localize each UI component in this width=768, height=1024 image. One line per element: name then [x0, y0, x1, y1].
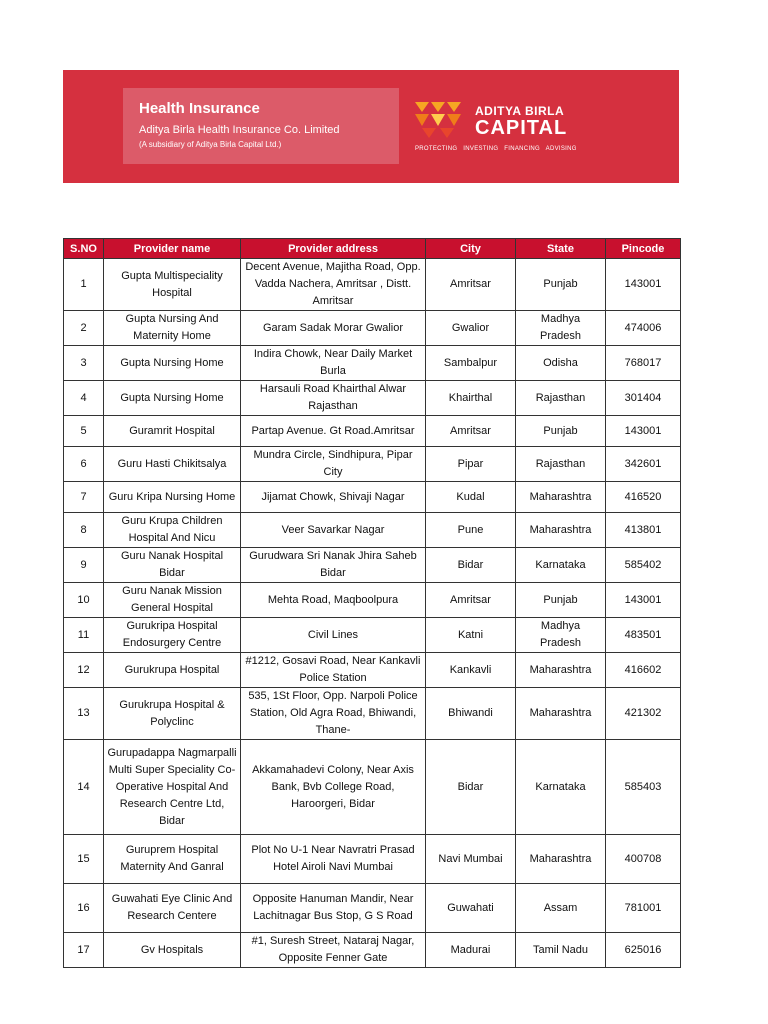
cell-state: Maharashtra — [516, 653, 606, 688]
cell-state: Punjab — [516, 416, 606, 447]
cell-state: Assam — [516, 884, 606, 933]
cell-sno: 17 — [64, 933, 104, 968]
cell-state: Rajasthan — [516, 447, 606, 482]
provider-table — [63, 238, 681, 968]
cell-sno: 14 — [64, 740, 104, 835]
cell-provider-address: Indira Chowk, Near Daily Market Burla — [241, 346, 426, 381]
table-row — [64, 688, 681, 740]
cell-provider-name: Guramrit Hospital — [104, 416, 241, 447]
cell-provider-name: Guru Krupa Children Hospital And Nicu — [104, 513, 241, 548]
subsidiary-note: (A subsidiary of Aditya Birla Capital Ltd.) — [139, 140, 282, 149]
cell-provider-name: Gv Hospitals — [104, 933, 241, 968]
cell-provider-address: Decent Avenue, Majitha Road, Opp. Vadda Nachera, Amritsar , Distt. Amritsar — [241, 259, 426, 311]
header-banner — [63, 70, 679, 183]
cell-pincode: 143001 — [606, 583, 681, 618]
table-row — [64, 653, 681, 688]
cell-pincode: 416520 — [606, 482, 681, 513]
cell-provider-name: Gupta Nursing Home — [104, 381, 241, 416]
cell-provider-address: Partap Avenue. Gt Road.Amritsar — [241, 416, 426, 447]
table-body — [64, 259, 681, 968]
cell-provider-name: Guwahati Eye Clinic And Research Centere — [104, 884, 241, 933]
cell-provider-address: Akkamahadevi Colony, Near Axis Bank, Bvb College Road, Haroorgeri, Bidar — [241, 740, 426, 835]
cell-pincode: 474006 — [606, 311, 681, 346]
cell-provider-name: Guru Kripa Nursing Home — [104, 482, 241, 513]
cell-pincode: 781001 — [606, 884, 681, 933]
cell-pincode: 625016 — [606, 933, 681, 968]
table-row — [64, 884, 681, 933]
brand-name-line2: CAPITAL — [475, 117, 568, 139]
cell-state: Karnataka — [516, 740, 606, 835]
cell-sno: 9 — [64, 548, 104, 583]
cell-sno: 13 — [64, 688, 104, 740]
column-header-provider-name: Provider name — [104, 239, 241, 259]
table-header-row — [64, 239, 681, 259]
cell-provider-name: Gupta Nursing And Maternity Home — [104, 311, 241, 346]
cell-provider-address: Gurudwara Sri Nanak Jhira Saheb Bidar — [241, 548, 426, 583]
brand-name-line1: ADITYA BIRLA — [475, 104, 565, 118]
table-row — [64, 416, 681, 447]
cell-provider-address: Harsauli Road Khairthal Alwar Rajasthan — [241, 381, 426, 416]
cell-sno: 1 — [64, 259, 104, 311]
cell-pincode: 143001 — [606, 416, 681, 447]
cell-sno: 7 — [64, 482, 104, 513]
table-row — [64, 513, 681, 548]
cell-city: Pipar — [426, 447, 516, 482]
cell-state: Karnataka — [516, 548, 606, 583]
cell-sno: 6 — [64, 447, 104, 482]
cell-pincode: 585402 — [606, 548, 681, 583]
cell-city: Katni — [426, 618, 516, 653]
column-header-sno: S.NO — [64, 239, 104, 259]
cell-state: Madhya Pradesh — [516, 311, 606, 346]
cell-provider-name: Gupta Nursing Home — [104, 346, 241, 381]
cell-pincode: 421302 — [606, 688, 681, 740]
table-row — [64, 548, 681, 583]
cell-pincode: 413801 — [606, 513, 681, 548]
header-title: Health Insurance — [139, 100, 260, 117]
cell-pincode: 585403 — [606, 740, 681, 835]
table-row — [64, 618, 681, 653]
cell-pincode: 416602 — [606, 653, 681, 688]
cell-city: Sambalpur — [426, 346, 516, 381]
cell-provider-address: Garam Sadak Morar Gwalior — [241, 311, 426, 346]
table-row — [64, 835, 681, 884]
cell-provider-address: Civil Lines — [241, 618, 426, 653]
cell-provider-name: Gurukrupa Hospital & Polyclinc — [104, 688, 241, 740]
health-insurance-box — [123, 88, 399, 164]
cell-state: Punjab — [516, 583, 606, 618]
cell-provider-name: Guru Nanak Mission General Hospital — [104, 583, 241, 618]
column-header-provider-address: Provider address — [241, 239, 426, 259]
table-row — [64, 740, 681, 835]
cell-provider-address: #1, Suresh Street, Nataraj Nagar, Opposite Fenner Gate — [241, 933, 426, 968]
cell-provider-address: #1212, Gosavi Road, Near Kankavli Police Station — [241, 653, 426, 688]
column-header-city: City — [426, 239, 516, 259]
table-row — [64, 933, 681, 968]
cell-pincode: 768017 — [606, 346, 681, 381]
cell-provider-name: Guru Hasti Chikitsalya — [104, 447, 241, 482]
table-row — [64, 311, 681, 346]
cell-state: Maharashtra — [516, 513, 606, 548]
cell-sno: 16 — [64, 884, 104, 933]
cell-sno: 2 — [64, 311, 104, 346]
cell-sno: 11 — [64, 618, 104, 653]
cell-provider-name: Guru Nanak Hospital Bidar — [104, 548, 241, 583]
cell-provider-name: Gurukrupa Hospital — [104, 653, 241, 688]
table-row — [64, 381, 681, 416]
cell-provider-address: Veer Savarkar Nagar — [241, 513, 426, 548]
table-row — [64, 447, 681, 482]
cell-city: Kudal — [426, 482, 516, 513]
cell-provider-address: Plot No U-1 Near Navratri Prasad Hotel Airoli Navi Mumbai — [241, 835, 426, 884]
cell-city: Amritsar — [426, 259, 516, 311]
cell-pincode: 143001 — [606, 259, 681, 311]
cell-city: Madurai — [426, 933, 516, 968]
cell-state: Odisha — [516, 346, 606, 381]
brand-tagline: PROTECTING INVESTING FINANCING ADVISING — [415, 146, 577, 152]
cell-state: Rajasthan — [516, 381, 606, 416]
cell-pincode: 483501 — [606, 618, 681, 653]
cell-provider-address: Mehta Road, Maqboolpura — [241, 583, 426, 618]
cell-city: Bidar — [426, 548, 516, 583]
cell-city: Amritsar — [426, 416, 516, 447]
cell-city: Gwalior — [426, 311, 516, 346]
cell-city: Pune — [426, 513, 516, 548]
cell-provider-address: Mundra Circle, Sindhipura, Pipar City — [241, 447, 426, 482]
cell-provider-name: Gurupadappa Nagmarpalli Multi Super Speciality Co-Operative Hospital And Research Centre Ltd, Bidar — [104, 740, 241, 835]
cell-city: Bidar — [426, 740, 516, 835]
cell-city: Khairthal — [426, 381, 516, 416]
column-header-pincode: Pincode — [606, 239, 681, 259]
cell-state: Maharashtra — [516, 482, 606, 513]
cell-city: Guwahati — [426, 884, 516, 933]
column-header-state: State — [516, 239, 606, 259]
table-row — [64, 259, 681, 311]
cell-provider-address: Jijamat Chowk, Shivaji Nagar — [241, 482, 426, 513]
cell-city: Amritsar — [426, 583, 516, 618]
cell-city: Bhiwandi — [426, 688, 516, 740]
cell-provider-name: Gurukripa Hospital Endosurgery Centre — [104, 618, 241, 653]
cell-pincode: 342601 — [606, 447, 681, 482]
cell-provider-name: Gupta Multispeciality Hospital — [104, 259, 241, 311]
cell-provider-address: 535, 1St Floor, Opp. Narpoli Police Station, Old Agra Road, Bhiwandi, Thane- — [241, 688, 426, 740]
cell-sno: 5 — [64, 416, 104, 447]
cell-sno: 8 — [64, 513, 104, 548]
cell-state: Tamil Nadu — [516, 933, 606, 968]
cell-city: Navi Mumbai — [426, 835, 516, 884]
cell-sno: 3 — [64, 346, 104, 381]
cell-sno: 12 — [64, 653, 104, 688]
table-row — [64, 346, 681, 381]
cell-sno: 15 — [64, 835, 104, 884]
cell-state: Punjab — [516, 259, 606, 311]
company-name: Aditya Birla Health Insurance Co. Limited — [139, 124, 340, 136]
cell-pincode: 301404 — [606, 381, 681, 416]
cell-pincode: 400708 — [606, 835, 681, 884]
cell-city: Kankavli — [426, 653, 516, 688]
cell-sno: 10 — [64, 583, 104, 618]
cell-provider-name: Guruprem Hospital Maternity And Ganral — [104, 835, 241, 884]
aditya-birla-sunburst-icon — [415, 102, 469, 138]
cell-state: Maharashtra — [516, 835, 606, 884]
cell-sno: 4 — [64, 381, 104, 416]
cell-state: Maharashtra — [516, 688, 606, 740]
table-row — [64, 482, 681, 513]
table-row — [64, 583, 681, 618]
cell-state: Madhya Pradesh — [516, 618, 606, 653]
cell-provider-address: Opposite Hanuman Mandir, Near Lachitnagar Bus Stop, G S Road — [241, 884, 426, 933]
